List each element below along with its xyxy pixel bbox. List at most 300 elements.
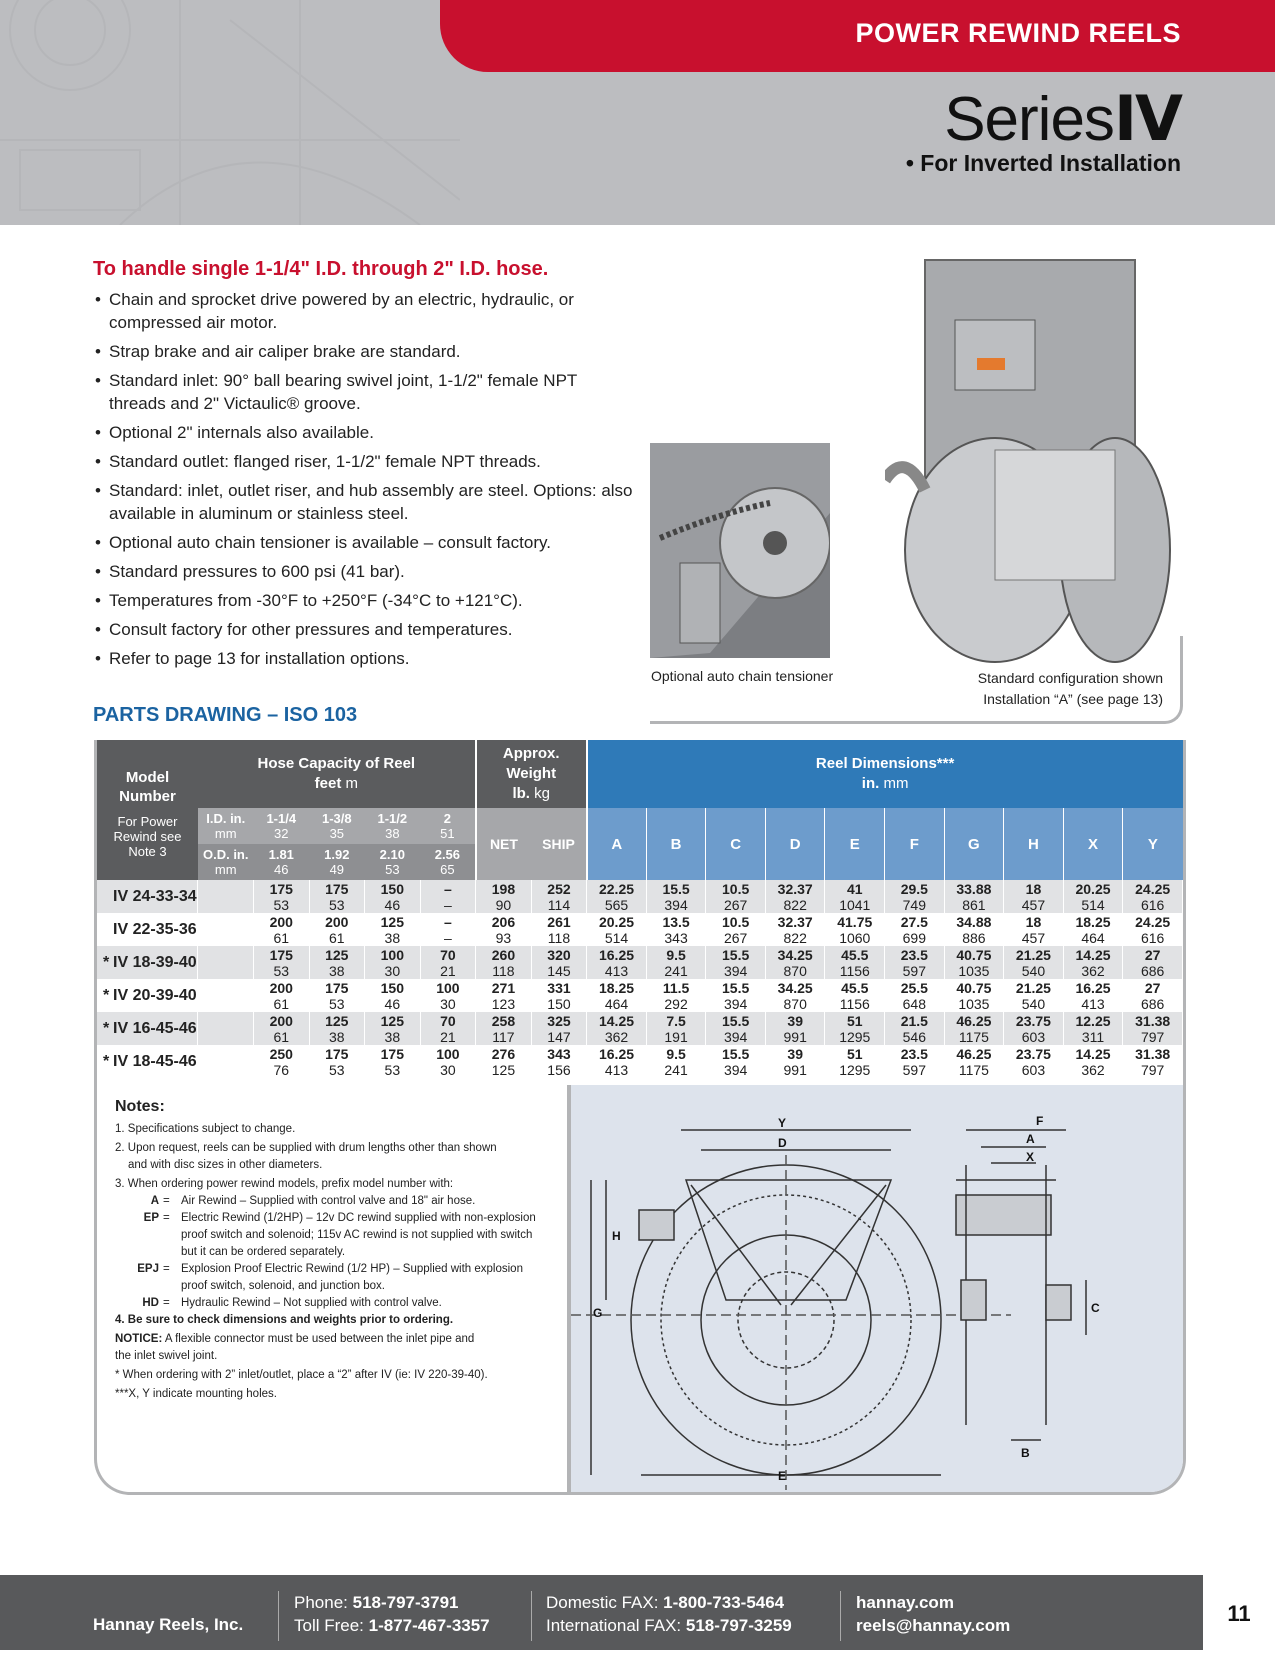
prefix-code: EPJ xyxy=(137,1263,159,1275)
model-number-cell xyxy=(97,946,198,979)
od-label: O.D. in. xyxy=(202,847,249,862)
metric-value: 394 xyxy=(723,1028,748,1045)
imperial-value: 18 xyxy=(1025,880,1042,897)
hose-od-in: 1.81 xyxy=(268,847,294,862)
metric-value: 394 xyxy=(664,896,688,913)
metric-value: 457 xyxy=(1021,929,1046,946)
table-row xyxy=(97,913,1183,946)
imperial-value: 10.5 xyxy=(722,913,750,930)
metric-value: 362 xyxy=(1081,1061,1105,1078)
value-cell xyxy=(1123,880,1183,913)
metric-value: – xyxy=(443,929,452,946)
value-cell xyxy=(646,946,706,979)
series-prefix: Series xyxy=(944,85,1114,154)
page-footer xyxy=(0,1575,1275,1650)
dimensions-title: Reel Dimensions*** xyxy=(815,755,955,772)
feature-item: • Chain and sprocket drive powered by an electric, hydraulic, or compressed air motor. xyxy=(95,288,635,334)
value-cell xyxy=(885,979,945,1012)
tollfree-number[interactable]: 1-877-467-3357 xyxy=(368,1616,490,1635)
notice-label: NOTICE: xyxy=(115,1333,163,1345)
feature-item: • Standard: inlet, outlet riser, and hub assembly are steel. Options: also available in aluminum or stainless steel. xyxy=(95,479,635,525)
value-cell xyxy=(420,979,476,1012)
value-cell xyxy=(365,1045,421,1078)
imperial-value: 32.37 xyxy=(777,880,813,897)
metric-value: 1295 xyxy=(839,1028,871,1045)
imperial-value: 175 xyxy=(380,1045,404,1062)
value-cell xyxy=(1063,880,1123,913)
value-cell xyxy=(365,880,421,913)
prefix-option: EPJ = Explosion Proof Electric Rewind (1/2 HP) – Supplied with explosion proof switch, solenoid, and junction box. xyxy=(115,1261,585,1295)
feature-item: • Optional 2" internals also available. xyxy=(95,421,635,444)
id-label: I.D. in. xyxy=(206,811,246,826)
value-cell xyxy=(706,880,766,913)
section-tab xyxy=(440,0,1275,72)
hose-od-mm: 46 xyxy=(274,862,289,877)
imperial-value: 100 xyxy=(436,979,460,996)
imperial-value: 32.37 xyxy=(777,913,813,930)
imperial-value: 25.5 xyxy=(900,979,928,996)
spec-table-body xyxy=(97,880,1183,1078)
metric-value: 53 xyxy=(329,1061,345,1078)
prefix-desc: Hydraulic Rewind – Not supplied with control valve. xyxy=(181,1297,442,1309)
value-cell xyxy=(531,979,587,1012)
dim-col-header: B xyxy=(646,808,706,880)
value-cell xyxy=(1123,913,1183,946)
value-cell xyxy=(476,946,532,979)
dim-label-D: D xyxy=(778,1136,787,1150)
value-cell xyxy=(1123,1045,1183,1078)
prefix-option: HD = Hydraulic Rewind – Not supplied with control valve. xyxy=(115,1295,585,1312)
metric-value: 117 xyxy=(492,1028,515,1045)
metric-value: 648 xyxy=(902,995,926,1012)
imperial-value: 9.5 xyxy=(666,1045,686,1062)
metric-value: 686 xyxy=(1140,962,1165,979)
spacer-cell xyxy=(198,880,254,913)
dims-units-bold: in. xyxy=(861,775,880,792)
hose-od-in: 2.10 xyxy=(379,847,405,862)
model-number: IV 20-39-40 xyxy=(113,986,197,1004)
value-cell xyxy=(476,1045,532,1078)
imperial-value: 16.25 xyxy=(1075,979,1111,996)
hose-od-cell xyxy=(420,844,476,880)
imperial-value: 125 xyxy=(325,946,349,963)
company-name: Hannay Reels, Inc. xyxy=(93,1615,244,1634)
metric-value: 822 xyxy=(783,896,807,913)
metric-value: 362 xyxy=(604,1028,629,1045)
table-row xyxy=(97,979,1183,1012)
od-unit: mm xyxy=(214,862,237,877)
imperial-value: 200 xyxy=(269,1012,293,1029)
metric-value: 53 xyxy=(384,1061,401,1078)
metric-value: 861 xyxy=(962,896,986,913)
value-cell xyxy=(944,946,1004,979)
metric-value: 991 xyxy=(783,1028,807,1045)
spacer-cell xyxy=(198,946,254,979)
hose-id-mm: 38 xyxy=(385,826,400,841)
metric-value: 1156 xyxy=(839,995,870,1012)
imperial-value: 260 xyxy=(491,946,516,963)
imperial-value: 21.5 xyxy=(900,1012,928,1029)
imperial-value: 46.25 xyxy=(956,1045,992,1062)
weight-units-bold: lb. xyxy=(512,785,530,802)
website-link[interactable]: hannay.com xyxy=(856,1593,954,1612)
imperial-value: 21.25 xyxy=(1015,979,1051,996)
imperial-value: 34.25 xyxy=(777,946,813,963)
chain-tensioner-photo xyxy=(650,443,830,658)
value-cell xyxy=(765,880,825,913)
imperial-value: 29.5 xyxy=(900,880,928,897)
metric-value: 1295 xyxy=(839,1061,871,1078)
hose-units-bold: feet xyxy=(314,775,342,792)
metric-value: 61 xyxy=(329,929,345,946)
caption-line: Standard configuration shown xyxy=(977,670,1163,686)
model-number: IV 22-35-36 xyxy=(113,920,197,938)
metric-value: 394 xyxy=(723,1061,748,1078)
imperial-value: 45.5 xyxy=(841,946,869,963)
metric-value: 565 xyxy=(604,896,629,913)
metric-value: 464 xyxy=(1081,929,1105,946)
imperial-value: 125 xyxy=(325,1012,349,1029)
notes-section xyxy=(115,1098,585,1403)
imperial-value: 100 xyxy=(380,946,404,963)
hose-id-in: 1-3/8 xyxy=(321,811,352,826)
metric-value: 797 xyxy=(1140,1028,1165,1045)
value-cell xyxy=(476,979,532,1012)
hose-id-in: 1-1/2 xyxy=(377,811,408,826)
hose-id-in: 2 xyxy=(443,811,451,826)
metric-value: 1175 xyxy=(958,1061,989,1078)
hose-id-mm: 32 xyxy=(274,826,289,841)
value-cell xyxy=(254,1012,310,1045)
value-cell xyxy=(1004,946,1064,979)
model-number: IV 18-39-40 xyxy=(113,953,197,971)
value-cell xyxy=(765,1012,825,1045)
prefix-code: HD xyxy=(142,1297,159,1309)
value-cell xyxy=(1004,1045,1064,1078)
imperial-value: 16.25 xyxy=(598,946,635,963)
imperial-value: 258 xyxy=(491,1012,516,1029)
imperial-value: 150 xyxy=(380,880,404,897)
hose-od-cell xyxy=(254,844,310,880)
hose-id-cell xyxy=(309,808,365,844)
model-star: * xyxy=(103,1019,110,1037)
metric-value: 616 xyxy=(1140,929,1165,946)
metric-value: 1035 xyxy=(958,962,990,979)
hose-capacity-title: Hose Capacity of Reel xyxy=(257,755,416,772)
header-background-art xyxy=(0,0,460,225)
email-link[interactable]: reels@hannay.com xyxy=(856,1616,1011,1635)
imperial-value: 320 xyxy=(547,946,571,963)
dim-label-C: C xyxy=(1091,1301,1100,1315)
value-cell xyxy=(587,1045,647,1078)
value-cell xyxy=(254,979,310,1012)
value-cell xyxy=(420,1045,476,1078)
feature-item: • Consult factory for other pressures and temperatures. xyxy=(95,618,635,641)
imperial-value: 271 xyxy=(491,979,516,996)
dim-col-header: X xyxy=(1063,808,1123,880)
weight-units-light: kg xyxy=(534,785,550,802)
metric-value: 118 xyxy=(492,962,515,979)
metric-value: 46 xyxy=(384,995,401,1012)
dim-col-header: Y xyxy=(1123,808,1183,880)
imperial-value: 15.5 xyxy=(722,979,750,996)
spacer-cell xyxy=(198,1012,254,1045)
metric-value: 597 xyxy=(902,1061,926,1078)
prefix-option: A = Air Rewind – Supplied with control valve and 18" air hose. xyxy=(115,1193,585,1210)
imperial-value: 34.25 xyxy=(777,979,813,996)
metric-value: 1156 xyxy=(839,962,870,979)
imperial-value: 198 xyxy=(491,880,516,897)
model-header: Model Number xyxy=(119,769,176,805)
weight-ship-header: SHIP xyxy=(531,808,587,880)
metric-value: 394 xyxy=(723,962,748,979)
feature-list xyxy=(95,288,635,676)
metric-value: 991 xyxy=(783,1061,807,1078)
value-cell xyxy=(944,880,1004,913)
metric-value: 311 xyxy=(1081,1028,1105,1045)
dim-col-header: H xyxy=(1004,808,1064,880)
value-cell xyxy=(365,979,421,1012)
series-subtitle: • For Inverted Installation xyxy=(905,150,1181,176)
spacer-cell xyxy=(198,1045,254,1078)
imperial-value: 16.25 xyxy=(598,1045,635,1062)
imperial-value: 23.5 xyxy=(900,1045,928,1062)
spacer-cell xyxy=(198,979,254,1012)
prefix-desc: Explosion Proof Electric Rewind (1/2 HP) – Supplied with explosion proof switch, solenoid, and junction box. xyxy=(181,1263,523,1292)
value-cell xyxy=(309,913,365,946)
value-cell xyxy=(309,1045,365,1078)
metric-value: 53 xyxy=(329,896,345,913)
table-row xyxy=(97,1045,1183,1078)
metric-value: 30 xyxy=(440,1061,456,1078)
value-cell xyxy=(531,913,587,946)
value-cell xyxy=(706,1045,766,1078)
imperial-value: 20.25 xyxy=(598,913,635,930)
value-cell xyxy=(944,913,1004,946)
hose-od-in: 1.92 xyxy=(324,847,350,862)
metric-value: 61 xyxy=(273,995,290,1012)
value-cell xyxy=(1123,946,1183,979)
value-cell xyxy=(254,946,310,979)
metric-value: 53 xyxy=(329,995,345,1012)
imperial-value: 18 xyxy=(1025,913,1042,930)
metric-value: 343 xyxy=(664,929,688,946)
dim-label-E: E xyxy=(778,1469,787,1483)
footer-divider xyxy=(278,1591,279,1641)
imperial-value: 250 xyxy=(269,1045,293,1062)
notice-text: A flexible connector must be used between the inlet pipe and the inlet swivel joint. xyxy=(115,1333,475,1362)
weight-net-header: NET xyxy=(476,808,532,880)
imperial-value: 10.5 xyxy=(722,880,750,897)
value-cell xyxy=(1063,913,1123,946)
value-cell xyxy=(706,913,766,946)
caption-line: Installation “A” (see page 13) xyxy=(983,691,1163,707)
imperial-value: 175 xyxy=(269,880,293,897)
table-row xyxy=(97,946,1183,979)
caption-standard-config xyxy=(978,668,1163,710)
value-cell xyxy=(1063,979,1123,1012)
weight-title: Approx. Weight xyxy=(502,745,560,782)
value-cell xyxy=(646,880,706,913)
metric-value: 413 xyxy=(1081,995,1105,1012)
value-cell xyxy=(1063,946,1123,979)
metric-value: 38 xyxy=(384,1028,401,1045)
id-unit: mm xyxy=(214,826,237,841)
metric-value: 413 xyxy=(604,1061,629,1078)
imperial-value: 39 xyxy=(787,1012,803,1029)
imperial-value: 14.25 xyxy=(1075,946,1111,963)
model-number-cell xyxy=(97,913,198,946)
value-cell xyxy=(1123,1012,1183,1045)
value-cell xyxy=(254,880,310,913)
metric-value: 1175 xyxy=(958,1028,989,1045)
imperial-value: 23.5 xyxy=(900,946,928,963)
metric-value: – xyxy=(443,896,452,913)
imperial-value: 27 xyxy=(1144,979,1161,996)
value-cell xyxy=(944,1045,1004,1078)
domestic-fax-number[interactable]: 1-800-733-5464 xyxy=(663,1593,785,1612)
imperial-value: 15.5 xyxy=(722,946,750,963)
note-item: 2. Upon request, reels can be supplied with drum lengths other than shown xyxy=(115,1142,497,1154)
hose-id-cell xyxy=(254,808,310,844)
value-cell xyxy=(587,880,647,913)
value-cell xyxy=(365,913,421,946)
metric-value: 145 xyxy=(547,962,571,979)
imperial-value: 34.88 xyxy=(956,913,992,930)
metric-value: 30 xyxy=(440,995,456,1012)
value-cell xyxy=(885,880,945,913)
value-cell xyxy=(531,880,587,913)
imperial-value: 175 xyxy=(325,1045,349,1062)
model-number-cell xyxy=(97,880,198,913)
hose-id-mm: 35 xyxy=(329,826,345,841)
imperial-value: 70 xyxy=(440,1012,456,1029)
metric-value: 394 xyxy=(723,995,748,1012)
imperial-value: 13.5 xyxy=(662,913,690,930)
metric-value: 514 xyxy=(604,929,629,946)
metric-value: 241 xyxy=(664,962,688,979)
metric-value: 686 xyxy=(1140,995,1165,1012)
series-title xyxy=(944,82,1181,155)
metric-value: 53 xyxy=(273,896,290,913)
metric-value: 546 xyxy=(902,1028,926,1045)
metric-value: 699 xyxy=(902,929,926,946)
note-item: * When ordering with 2” inlet/outlet, place a “2” after IV (ie: IV 220-39-40). xyxy=(115,1369,488,1381)
metric-value: 90 xyxy=(495,896,512,913)
value-cell xyxy=(765,946,825,979)
imperial-value: 7.5 xyxy=(666,1012,686,1029)
dim-col-header: E xyxy=(825,808,885,880)
metric-value: 616 xyxy=(1140,896,1165,913)
value-cell xyxy=(1004,913,1064,946)
metric-value: 870 xyxy=(783,962,807,979)
imperial-value: 15.5 xyxy=(662,880,690,897)
value-cell xyxy=(944,979,1004,1012)
note-item: 4. Be sure to check dimensions and weights prior to ordering. xyxy=(115,1314,454,1326)
imperial-value: 200 xyxy=(269,979,293,996)
imperial-value: 15.5 xyxy=(722,1045,750,1062)
metric-value: 457 xyxy=(1021,896,1046,913)
feature-item: • Standard pressures to 600 psi (41 bar). xyxy=(95,560,635,583)
dim-label-F: F xyxy=(1036,1114,1044,1128)
prefix-desc: Electric Rewind (1/2HP) – 12v DC rewind supplied with non-explosion proof switch and solenoid; 115v AC rewind is not supplied with switch but it can be ordered separately. xyxy=(181,1212,536,1258)
parts-drawing xyxy=(571,1085,1183,1495)
metric-value: 292 xyxy=(664,995,688,1012)
value-cell xyxy=(765,1045,825,1078)
prefix-code: EP xyxy=(143,1212,159,1224)
imperial-value: 23.75 xyxy=(1015,1012,1051,1029)
intl-fax-number[interactable]: 518-797-3259 xyxy=(685,1616,792,1635)
od-label-cell xyxy=(198,844,254,880)
domestic-fax-label: Domestic FAX: xyxy=(546,1593,659,1612)
imperial-value: 276 xyxy=(491,1045,516,1062)
value-cell xyxy=(1004,979,1064,1012)
imperial-value: 31.38 xyxy=(1135,1045,1171,1062)
metric-value: 150 xyxy=(547,995,571,1012)
hose-units-light: m xyxy=(345,775,358,792)
parts-drawing-svg xyxy=(571,1085,1183,1495)
imperial-value: 331 xyxy=(547,979,571,996)
hose-capacity-header xyxy=(198,740,476,808)
value-cell xyxy=(706,946,766,979)
metric-value: 76 xyxy=(273,1061,290,1078)
metric-value: 797 xyxy=(1140,1061,1165,1078)
footer-divider xyxy=(531,1591,532,1641)
imperial-value: – xyxy=(443,880,452,897)
value-cell xyxy=(420,946,476,979)
table-row xyxy=(97,1012,1183,1045)
hose-id-cell xyxy=(365,808,421,844)
value-cell xyxy=(885,1012,945,1045)
imperial-value: 40.75 xyxy=(956,979,992,996)
value-cell xyxy=(1063,1012,1123,1045)
hose-od-mm: 49 xyxy=(329,862,345,877)
value-cell xyxy=(531,1045,587,1078)
metric-value: 413 xyxy=(604,962,629,979)
imperial-value: 261 xyxy=(547,913,571,930)
notes-title: Notes: xyxy=(115,1098,165,1115)
imperial-value: 18.25 xyxy=(598,979,635,996)
note-item: and with disc sizes in other diameters. xyxy=(128,1159,323,1171)
value-cell xyxy=(365,946,421,979)
value-cell xyxy=(825,1045,885,1078)
feature-item: • Temperatures from -30°F to +250°F (-34°C to +121°C). xyxy=(95,589,635,612)
value-cell xyxy=(365,1012,421,1045)
metric-value: 147 xyxy=(547,1028,571,1045)
metric-value: 1035 xyxy=(958,995,990,1012)
value-cell xyxy=(531,1012,587,1045)
metric-value: 540 xyxy=(1021,995,1046,1012)
metric-value: 125 xyxy=(491,1061,516,1078)
imperial-value: 41 xyxy=(846,880,863,897)
metric-value: 21 xyxy=(440,1028,456,1045)
page-header xyxy=(0,0,1275,225)
model-number: IV 16-45-46 xyxy=(113,1019,197,1037)
value-cell xyxy=(825,1012,885,1045)
value-cell xyxy=(309,946,365,979)
value-cell xyxy=(825,946,885,979)
parts-drawing-heading: PARTS DRAWING – ISO 103 xyxy=(93,704,358,726)
imperial-value: 33.88 xyxy=(956,880,992,897)
metric-value: 267 xyxy=(723,929,748,946)
prefix-desc: Air Rewind – Supplied with control valve and 18" air hose. xyxy=(181,1195,476,1207)
value-cell xyxy=(646,1045,706,1078)
weight-header xyxy=(476,740,587,808)
note-item: 1. Specifications subject to change. xyxy=(115,1123,296,1135)
imperial-value: 11.5 xyxy=(662,979,690,996)
phone-number[interactable]: 518-797-3791 xyxy=(352,1593,459,1612)
imperial-value: 150 xyxy=(380,979,404,996)
